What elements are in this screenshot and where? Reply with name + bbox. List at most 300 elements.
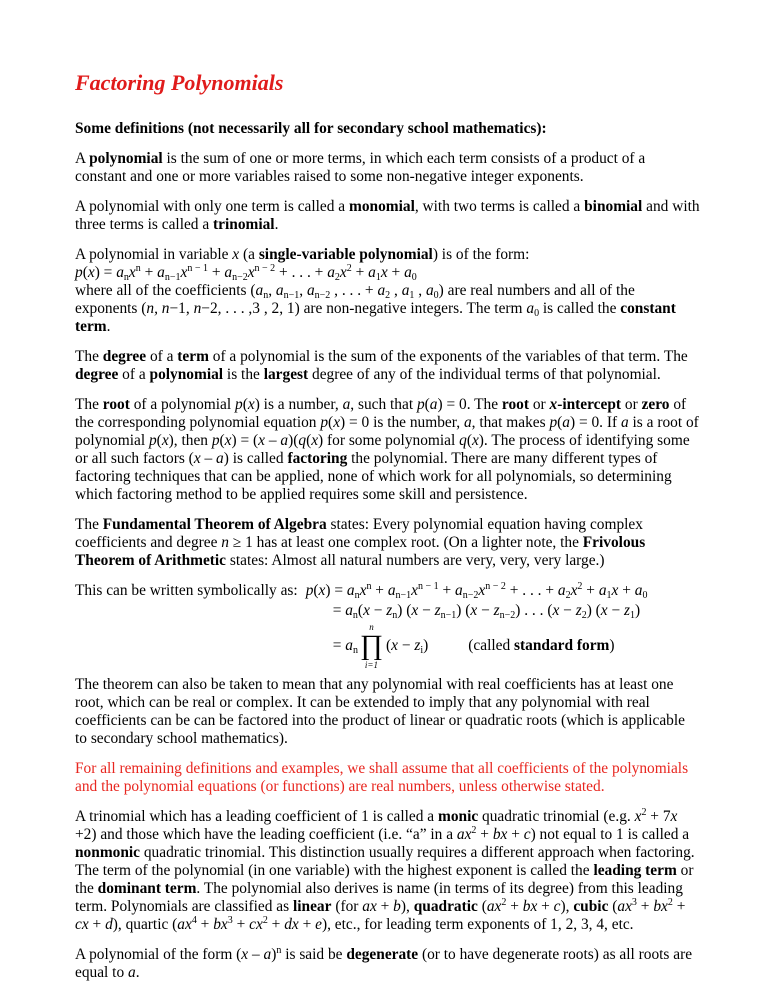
text-run: of a polynomial: [129, 396, 236, 413]
text-run: −1,: [169, 300, 194, 317]
paragraph: [75, 808, 700, 934]
text-run: 0: [534, 308, 540, 319]
text-run: +: [298, 916, 316, 933]
document-content: [75, 70, 700, 994]
text-run: ) (: [456, 602, 471, 619]
text-run: trinomial: [213, 216, 275, 233]
text-run: b: [393, 898, 401, 915]
text-run: .: [106, 318, 111, 335]
text-run: –: [248, 946, 264, 963]
formula-line-3: [306, 622, 648, 670]
text-run: p: [320, 414, 329, 431]
text-run: Some definitions (not necessarily all for secondary school mathematics):: [75, 120, 547, 137]
standard-form-note: [468, 637, 614, 655]
text-run: (: [328, 414, 334, 431]
text-run: z: [624, 602, 631, 619]
text-run: or the: [75, 862, 694, 897]
text-run: +: [476, 826, 493, 843]
text-run: x: [470, 602, 478, 619]
text-run: ax: [456, 826, 472, 843]
text-run: 2: [581, 610, 587, 621]
text-run: 2: [385, 290, 391, 301]
text-run: ax: [177, 916, 192, 933]
text-run: binomial: [584, 198, 643, 215]
text-run: ax: [617, 898, 632, 915]
text-run: ) is a number,: [254, 396, 343, 413]
paragraph: [75, 396, 700, 504]
text-run: a: [562, 414, 570, 431]
text-run: (called: [468, 637, 515, 654]
text-run: p: [305, 582, 314, 599]
text-run: root: [102, 396, 130, 413]
text-run: n: [352, 610, 358, 621]
paragraph: [75, 150, 700, 186]
text-run: ) . . . (: [515, 602, 553, 619]
text-run: (: [424, 396, 430, 413]
text-run: x: [241, 946, 249, 963]
text-run: +: [196, 916, 214, 933]
text-run: +: [267, 916, 285, 933]
text-run: 2: [577, 581, 583, 592]
text-run: is said be: [281, 946, 347, 963]
text-run: (: [306, 432, 312, 449]
text-run: +: [351, 264, 369, 281]
text-run: -intercept: [557, 396, 622, 413]
product-operator: [360, 622, 383, 670]
text-run: x: [87, 264, 95, 281]
text-run: x: [552, 602, 560, 619]
text-run: The: [75, 348, 103, 365]
text-run: +: [438, 582, 456, 599]
text-run: x: [634, 808, 642, 825]
text-run: A polynomial with only one term is called a: [75, 198, 349, 215]
text-run: a: [128, 964, 136, 981]
text-run: a: [401, 282, 410, 299]
text-run: x: [128, 264, 136, 281]
text-run: 2: [471, 825, 477, 836]
text-run: a: [157, 264, 165, 281]
text-run: a: [455, 582, 463, 599]
text-run: ) =: [94, 264, 117, 281]
text-run: c: [553, 898, 561, 915]
text-run: , with two terms is called a: [414, 198, 585, 215]
text-run: x: [611, 582, 619, 599]
text-run: (: [466, 432, 472, 449]
text-run: 1: [409, 290, 415, 301]
text-run: a: [263, 946, 272, 963]
text-run: ), then: [168, 432, 212, 449]
text-run: n−2: [462, 590, 479, 601]
text-run: bx: [492, 826, 508, 843]
text-run: the polynomial. There are many different types of factoring techniques that can be applied, none of which work for all polynomials, so determining which factoring method to be applied requires some skill and persistence.: [75, 450, 672, 503]
text-run: +: [232, 916, 250, 933]
text-run: +: [672, 898, 686, 915]
text-run: −: [397, 637, 415, 654]
equals-sign: =: [332, 637, 342, 654]
text-run: −: [369, 602, 387, 619]
text-run: a: [377, 282, 386, 299]
text-run: ) = 0. The: [437, 396, 502, 413]
text-run: n: [135, 263, 141, 274]
text-run: (: [313, 582, 319, 599]
text-run: x: [161, 432, 169, 449]
text-run: a: [327, 264, 335, 281]
text-run: a: [404, 264, 412, 281]
text-run: monic: [438, 808, 479, 825]
text-run: ax: [486, 898, 502, 915]
page-title: Factoring Polynomials: [75, 70, 284, 95]
text-run: ≥ 1 has at least one complex root. (On a lighter note, the: [228, 534, 583, 551]
text-run: ) is called: [223, 450, 288, 467]
text-run: i: [420, 645, 424, 656]
text-run: +: [618, 582, 635, 599]
text-run: x: [600, 602, 608, 619]
text-run: cx: [249, 916, 263, 933]
text-run: dominant term: [97, 880, 197, 897]
text-run: The: [75, 516, 103, 533]
text-run: bx: [522, 898, 538, 915]
text-run: x: [670, 808, 678, 825]
text-run: root: [501, 396, 529, 413]
text-run: p: [75, 264, 83, 281]
text-run: p: [549, 414, 558, 431]
paragraph: [75, 516, 700, 570]
text-run: x: [232, 246, 240, 263]
text-run: a: [620, 414, 629, 431]
text-run: c: [523, 826, 531, 843]
text-run: z: [414, 637, 421, 654]
text-run: The: [75, 396, 103, 413]
text-run: x: [247, 264, 255, 281]
text-run: a: [255, 282, 264, 299]
text-run: x: [311, 432, 319, 449]
text-run: is called the: [539, 300, 621, 317]
paragraph: [75, 946, 700, 982]
text-run: =: [332, 602, 346, 619]
text-run: For all remaining definitions and examples, we shall assume that all coefficients of the polynomials and the polynomial equations (or functions) are real numbers, unless otherwise stated.: [75, 760, 689, 795]
text-run: x: [391, 637, 398, 654]
text-run: + . . . +: [275, 264, 328, 281]
text-run: a: [306, 282, 315, 299]
text-run: ),: [560, 898, 574, 915]
text-run: a: [526, 300, 535, 317]
text-run: n−1: [283, 290, 300, 301]
text-run: x: [570, 582, 578, 599]
text-run: +: [636, 898, 654, 915]
text-run: n: [276, 945, 282, 956]
text-run: + 7: [646, 808, 671, 825]
text-run: –: [265, 432, 281, 449]
text-run: +: [387, 264, 405, 281]
text-run: standard form: [514, 637, 610, 654]
text-run: (: [239, 246, 249, 263]
formula-line-2: [306, 602, 648, 620]
text-run: ): [635, 602, 641, 619]
text-run: polynomial: [149, 366, 224, 383]
text-run: a: [224, 264, 233, 281]
text-run: x: [339, 264, 347, 281]
text-run: (or to have degenerate roots) as all roots are equal to: [75, 946, 693, 981]
text-run: n: [392, 610, 398, 621]
text-run: −: [607, 602, 625, 619]
text-run: x: [193, 450, 201, 467]
text-run: where all of the coefficients (: [75, 282, 256, 299]
text-run: (: [219, 432, 225, 449]
text-run: ). The process of identifying some or all such factors (: [75, 432, 690, 467]
product-factor: [386, 637, 428, 655]
text-run: A polynomial of the form (: [75, 946, 242, 963]
text-run: (: [608, 898, 618, 915]
text-run: x: [333, 414, 341, 431]
text-run: states: Almost all natural numbers are very, very, very large.): [226, 552, 605, 569]
text-run: 1: [630, 610, 636, 621]
text-run: Fundamental Theorem of Algebra: [102, 516, 327, 533]
text-run: single-variable polynomial: [258, 246, 433, 263]
text-run: ) for some polynomial: [318, 432, 460, 449]
text-run: q: [459, 432, 467, 449]
text-run: a: [342, 396, 351, 413]
text-run: +: [506, 898, 523, 915]
text-run: of a: [118, 366, 150, 383]
text-run: , . . . +: [330, 282, 378, 299]
text-run: x: [411, 602, 419, 619]
text-run: (: [82, 264, 88, 281]
text-run: a: [275, 282, 284, 299]
text-run: p: [416, 396, 425, 413]
text-run: a: [346, 582, 355, 599]
text-run: x: [258, 432, 265, 449]
paragraph: [75, 246, 700, 336]
text-run: of a polynomial is the sum of the exponents of the variables of that term. The: [208, 348, 688, 365]
text-run: ): [271, 946, 277, 963]
text-run: –: [200, 450, 217, 467]
formula-lines: [306, 582, 648, 670]
text-run: or: [528, 396, 550, 413]
text-run: n−1: [164, 272, 181, 283]
text-run: a: [598, 582, 607, 599]
text-run: , that makes: [471, 414, 550, 431]
text-run: a: [345, 602, 353, 619]
text-run: , such that: [350, 396, 417, 413]
text-run: (: [242, 396, 248, 413]
text-run: ax: [362, 898, 377, 915]
text-run: x: [478, 582, 486, 599]
text-run: ) =: [325, 582, 347, 599]
text-run: a: [280, 432, 289, 449]
coefficient-group: [345, 637, 358, 655]
text-run: q: [298, 432, 307, 449]
text-run: ,: [268, 282, 276, 299]
text-run: n−2: [499, 610, 516, 621]
text-run: is a root of polynomial: [75, 414, 699, 449]
text-run: a: [216, 450, 224, 467]
text-run: +: [507, 826, 524, 843]
text-run: 2: [641, 807, 647, 818]
text-run: ,: [414, 282, 426, 299]
text-run: states: Every polynomial equation having complex coefficients and degree: [75, 516, 643, 551]
text-run: ) (: [397, 602, 412, 619]
remaining-definitions-section: [75, 676, 700, 982]
text-run: The theorem can also be taken to mean that any polynomial with real coefficients has at least one root, which can be real or complex. It can be extended to imply that any polynomial with real coefficients can be can be factored into the product of linear or quadratic roots (which is applicable to secondary school mathematics).: [75, 676, 685, 747]
text-run: .: [135, 964, 140, 981]
polynomial-formula: [75, 582, 700, 670]
text-run: quadratic: [413, 898, 478, 915]
text-run: ), quartic (: [112, 916, 178, 933]
text-run: 1: [606, 590, 612, 601]
text-run: a: [116, 264, 124, 281]
text-run: a: [463, 414, 472, 431]
text-run: monomial: [349, 198, 415, 215]
text-run: . The polynomial also derives is name (in terms of its degree) from this leading term. Polynomials are classified as: [75, 880, 683, 915]
text-run: +: [582, 582, 599, 599]
text-run: is the: [223, 366, 264, 383]
text-run: A polynomial in variable: [75, 246, 233, 263]
text-run: x: [471, 432, 479, 449]
text-run: 3: [631, 897, 637, 908]
text-run: A: [75, 150, 90, 167]
text-run: ) = (: [231, 432, 259, 449]
text-run: cx: [75, 916, 89, 933]
text-run: 2: [501, 897, 507, 908]
text-run: ): [609, 637, 615, 654]
text-run: −2, . . . ,3 , 2, 1) are non-negative integers. The term: [201, 300, 527, 317]
formula-line-1: [306, 582, 648, 600]
text-run: or: [621, 396, 642, 413]
text-run: a: [368, 264, 376, 281]
text-run: )(: [288, 432, 299, 449]
text-run: zero: [641, 396, 670, 413]
text-run: degree: [102, 348, 147, 365]
text-run: n: [123, 272, 129, 283]
text-run: ,: [299, 282, 307, 299]
text-run: term: [177, 348, 209, 365]
text-run: ) = 0. If: [569, 414, 621, 431]
text-run: p: [148, 432, 157, 449]
text-run: n − 2: [485, 581, 506, 592]
text-run: e: [315, 916, 322, 933]
text-run: 2: [262, 915, 268, 926]
text-run: bx: [653, 898, 668, 915]
text-run: linear: [292, 898, 332, 915]
text-run: a: [634, 582, 643, 599]
text-run: n, n: [146, 300, 170, 317]
coefficient-subscript: n: [352, 645, 358, 656]
text-run: −: [477, 602, 494, 619]
text-run: z: [493, 602, 500, 619]
text-run: x: [380, 264, 388, 281]
text-run: degree of any of the individual terms of that polynomial.: [308, 366, 661, 383]
definitions-section: [75, 120, 700, 570]
text-run: ) are real numbers and all of the exponents (: [75, 282, 635, 317]
product-lower-limit: i=1: [364, 660, 378, 670]
text-run: −: [559, 602, 576, 619]
text-run: z: [434, 602, 441, 619]
paragraph: [75, 676, 700, 748]
text-run: quadratic trinomial. This distinction usually requires a different approach when factoring. The term of the polynomial (in one variable) with the highest exponent is called the: [75, 844, 695, 879]
text-run: x: [180, 264, 188, 281]
text-run: n−1: [440, 610, 457, 621]
text-run: 4: [191, 915, 197, 926]
text-run: degenerate: [346, 946, 419, 963]
text-run: 2: [346, 263, 352, 274]
text-run: cubic: [573, 898, 609, 915]
text-run: largest: [263, 366, 309, 383]
product-upper-limit: n: [369, 622, 374, 632]
text-run: x: [549, 396, 558, 413]
formula-lead-text: This can be written symbolically as:: [75, 582, 298, 599]
text-run: bx: [213, 916, 228, 933]
text-run: n: [193, 300, 202, 317]
text-run: a: [429, 396, 438, 413]
text-run: a: [387, 582, 396, 599]
text-run: x: [224, 432, 232, 449]
text-run: (: [357, 602, 364, 619]
text-run: (for: [331, 898, 363, 915]
text-run: ) is of the form:: [432, 246, 530, 263]
paragraph: [75, 198, 700, 234]
text-run: +: [376, 898, 394, 915]
text-run: +: [207, 264, 225, 281]
text-run: polynomial: [89, 150, 163, 167]
text-run: 3: [227, 915, 233, 926]
text-run: 2: [667, 897, 673, 908]
text-run: x: [411, 582, 419, 599]
coefficient: a: [345, 637, 353, 654]
text-run: 1: [375, 272, 381, 283]
text-run: ),: [400, 898, 414, 915]
text-run: (: [156, 432, 162, 449]
paragraph: [75, 760, 700, 796]
text-run: x: [247, 396, 255, 413]
text-run: nonmonic: [75, 844, 140, 861]
text-run: (: [477, 898, 487, 915]
text-run: leading term: [593, 862, 677, 879]
text-run: a: [425, 282, 434, 299]
text-run: n − 1: [187, 263, 208, 274]
text-run: x: [359, 582, 367, 599]
text-run: a: [557, 582, 566, 599]
text-run: −: [418, 602, 435, 619]
text-run: 0: [642, 590, 648, 601]
text-run: 0: [411, 272, 417, 283]
text-run: of the corresponding polynomial equation: [75, 396, 687, 431]
text-run: n − 1: [418, 581, 439, 592]
text-run: Frivolous Theorem of Arithmetic: [75, 534, 646, 569]
text-run: .: [274, 216, 279, 233]
text-run: 2: [565, 590, 571, 601]
text-run: n − 2: [254, 263, 276, 274]
text-run: degree: [75, 366, 119, 383]
text-run: a: [248, 246, 259, 263]
text-run: z: [575, 602, 582, 619]
text-run: quadratic trinomial (e.g.: [478, 808, 635, 825]
text-run: is the sum of one or more terms, in which each term consists of a product of a constant and one or more variables raised to some non-negative integer exponents.: [75, 150, 646, 185]
text-run: n: [221, 534, 229, 551]
text-run: ) = 0 is the number,: [340, 414, 464, 431]
paragraph: [75, 348, 700, 384]
text-run: n−1: [395, 590, 412, 601]
text-run: ) not equal to 1 is called a: [530, 826, 690, 843]
text-run: and with three terms is called a: [75, 198, 700, 233]
text-run: +2) and those which have the leading coefficient (i.e. “a” in a: [75, 826, 457, 843]
text-run: x: [363, 602, 370, 619]
text-run: n−2: [232, 272, 248, 283]
text-run: constant term: [75, 300, 676, 335]
text-run: p: [235, 396, 243, 413]
text-run: (: [386, 637, 392, 654]
text-run: ,: [390, 282, 402, 299]
text-run: n: [263, 290, 269, 301]
